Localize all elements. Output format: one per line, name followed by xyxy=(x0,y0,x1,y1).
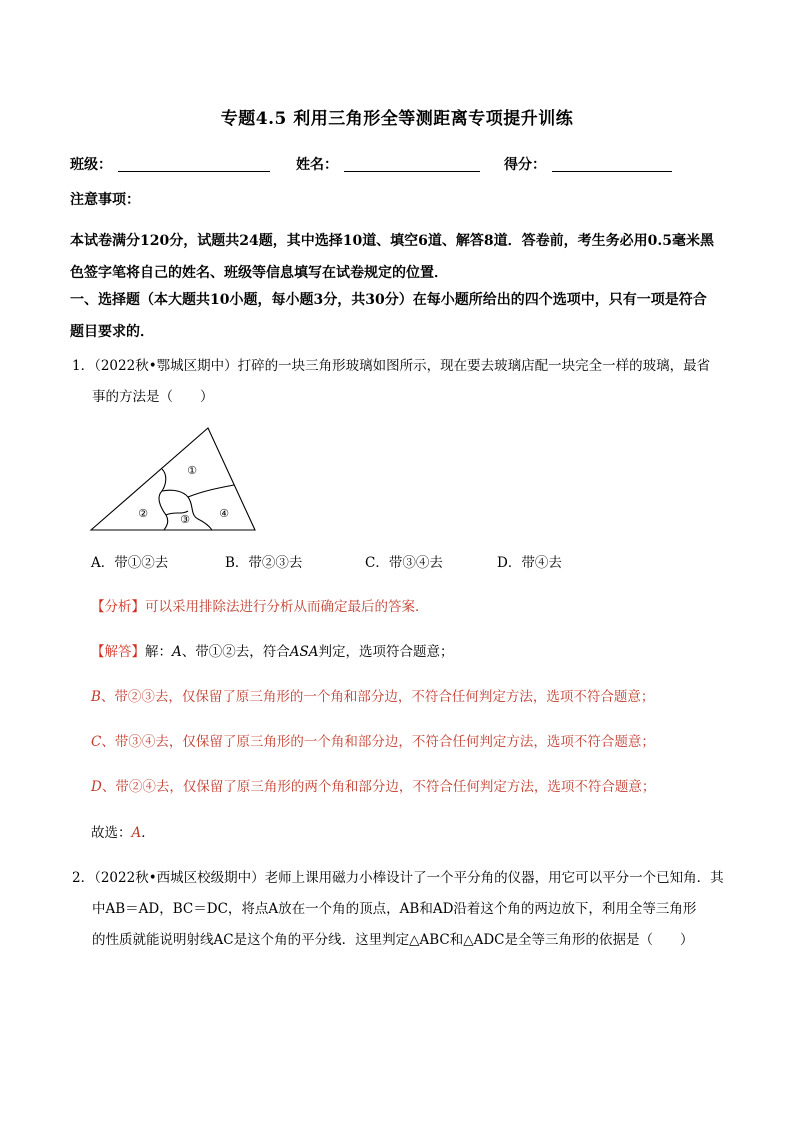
score-field[interactable] xyxy=(552,171,672,172)
broken-glass-triangle-figure xyxy=(88,425,260,535)
final-choice-letter: A xyxy=(131,825,142,841)
piece-label-4: ④ xyxy=(219,507,229,520)
notes-text xyxy=(70,225,730,289)
question-1-line-1: 1．（2022秋•鄂城区期中）打碎的一块三角形玻璃如图所示，现在要去玻璃店配一块完全一样的玻璃，最省 xyxy=(72,358,711,374)
notes-line-2: 色签字笔将自己的姓名、班级等信息填写在试卷规定的位置． xyxy=(70,265,448,281)
piece-label-3: ③ xyxy=(180,513,190,526)
score-label: 得分： xyxy=(504,157,546,173)
option-b[interactable]: B．带②③去 xyxy=(225,555,303,571)
solution-letter-b: B xyxy=(91,689,101,705)
solution-letter-c: C xyxy=(91,734,102,750)
notes-line-1: 本试卷满分120分，试题共24题，其中选择10道、填空6道、解答8道．答卷前，考生务必用0.5毫米黑 xyxy=(70,233,715,249)
solution-tag: 【解答】 xyxy=(91,644,145,660)
solution-asa: ASA xyxy=(289,644,319,660)
solution-line-a xyxy=(91,641,731,663)
question-2-stem xyxy=(72,863,728,956)
solution-line-d xyxy=(91,776,731,798)
class-label: 班级： xyxy=(70,157,112,173)
class-field[interactable] xyxy=(118,171,270,172)
option-d[interactable]: D．带④去 xyxy=(497,555,562,571)
student-info-row xyxy=(70,152,730,176)
question-1-options xyxy=(91,551,611,573)
question-1-stem xyxy=(72,351,728,413)
solution-text-b: 、带②③去，仅保留了原三角形的一个角和部分边，不符合任何判定方法，选项不符合题意； xyxy=(100,689,655,705)
section-1-line-2: 题目要求的． xyxy=(70,324,154,340)
crack-line-3 xyxy=(188,485,234,497)
question-2-line-2: 中AB＝AD，BC＝DC，将点A放在一个角的顶点，AB和AD沿着这个角的两边放下，利用全等三角形 xyxy=(92,901,697,917)
solution-line-b xyxy=(91,686,731,708)
piece-label-2: ② xyxy=(138,507,148,520)
solution-letter-a: A xyxy=(172,644,182,660)
section-1-heading xyxy=(70,284,730,348)
option-a[interactable]: A．带①②去 xyxy=(91,555,169,571)
final-choice-line xyxy=(91,822,731,844)
question-2-line-1: 2．（2022秋•西城区校级期中）老师上课用磁力小棒设计了一个平分角的仪器，用它可以平分一个已知角．其 xyxy=(72,870,724,886)
option-c[interactable]: C．带③④去 xyxy=(365,555,443,571)
solution-text-d: 、带②④去，仅保留了原三角形的两个角和部分边，不符合任何判定方法，选项不符合题意； xyxy=(101,779,656,795)
solution-text-c: 、带③④去，仅保留了原三角形的一个角和部分边，不符合任何判定方法，选项不符合题意； xyxy=(101,734,655,750)
piece-label-1: ① xyxy=(187,464,197,477)
solution-text-prefix: 解： xyxy=(145,644,172,660)
triangle-outline xyxy=(91,428,255,530)
name-field[interactable] xyxy=(344,171,480,172)
question-2-line-3: 的性质就能说明射线AC是这个角的平分线．这里判定△ABC和△ADC是全等三角形的依据是（ ） xyxy=(92,932,694,948)
question-1-line-2: 事的方法是（ ） xyxy=(92,389,214,405)
analysis-tag: 【分析】 xyxy=(91,599,145,615)
name-label: 姓名： xyxy=(296,157,338,173)
section-1-line-1: 一、选择题（本大题共10小题，每小题3分，共30分）在每小题所给出的四个选项中，只有一项是符合 xyxy=(70,292,707,308)
final-choice-suffix: ． xyxy=(141,825,155,841)
solution-letter-d: D xyxy=(91,779,102,795)
solution-line-c xyxy=(91,731,731,753)
notes-heading: 注意事项： xyxy=(70,192,140,208)
analysis-line xyxy=(91,596,731,618)
page-title: 专题4.5 利用三角形全等测距离专项提升训练 xyxy=(220,109,574,129)
analysis-text: 可以采用排除法进行分析从而确定最后的答案． xyxy=(145,599,429,615)
solution-text-a-end: 判定，选项符合题意； xyxy=(318,644,454,660)
solution-text-a: 、带①②去，符合 xyxy=(181,644,290,660)
crack-line-1 xyxy=(159,469,168,530)
final-choice-prefix: 故选： xyxy=(91,825,132,841)
